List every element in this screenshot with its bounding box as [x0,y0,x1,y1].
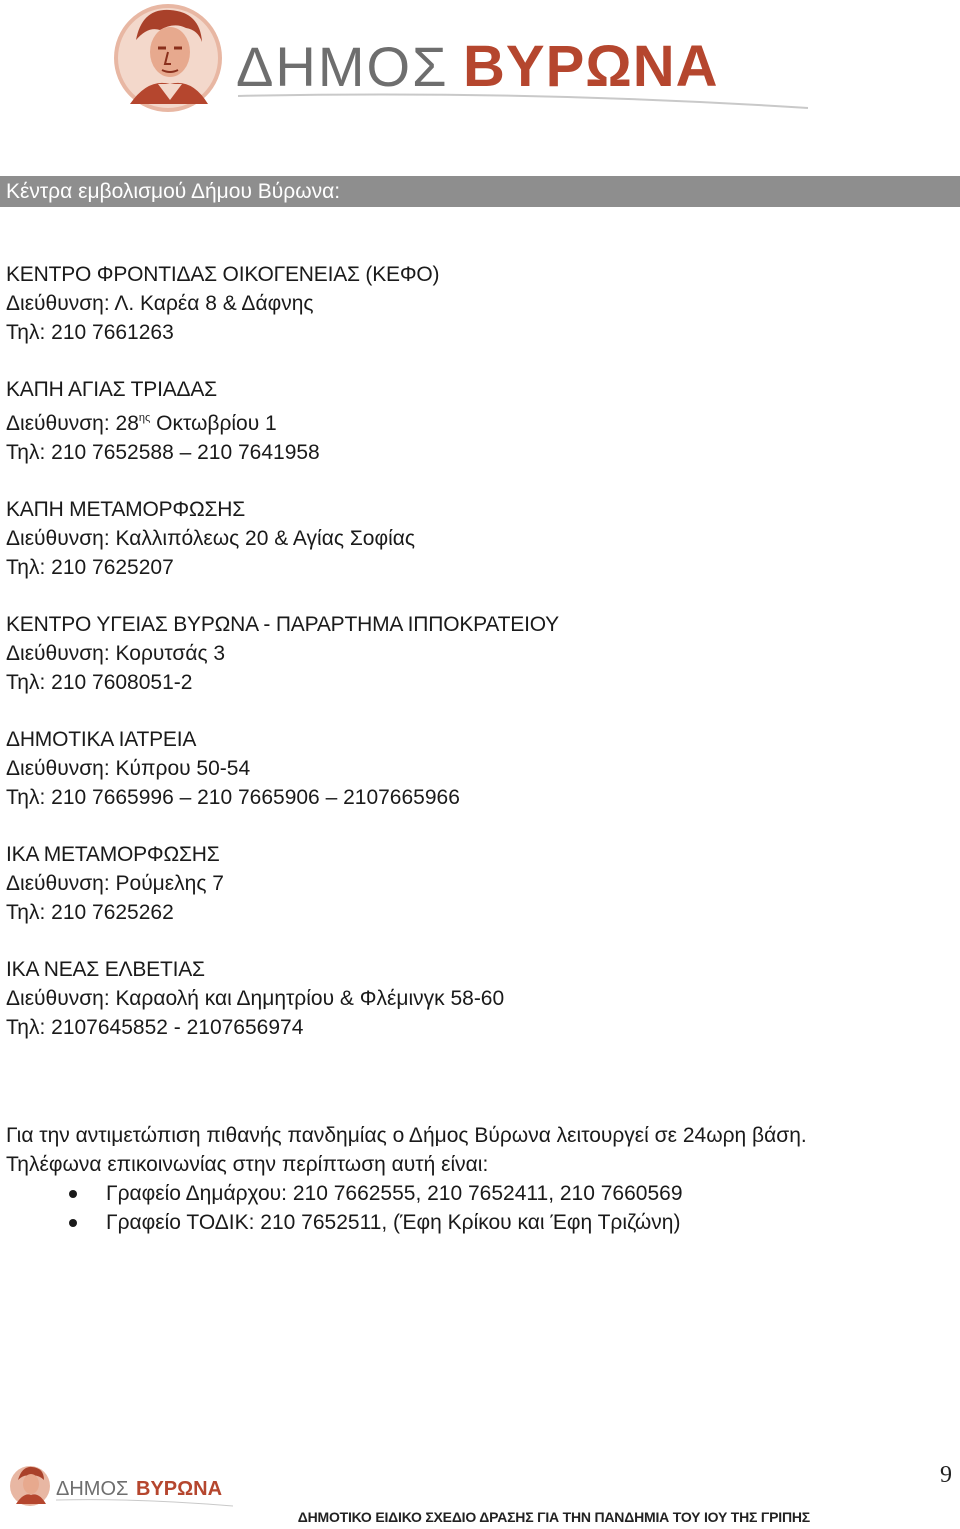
center-item [6,260,946,347]
center-address: Διεύθυνση: Κύπρου 50-54 [6,757,251,780]
center-phone: Τηλ: 2107645852 - 2107656974 [6,1016,304,1039]
center-name: ΚΕΝΤΡΟ ΦΡΟΝΤΙΔΑΣ ΟΙΚΟΓΕΝΕΙΑΣ (ΚΕΦΟ) [6,263,440,286]
center-address: Διεύθυνση: Καραολή και Δημητρίου & Φλέμινγκ 58-60 [6,987,505,1010]
center-item [6,840,946,927]
address-suffix: Οκτωβρίου 1 [150,412,277,435]
contact-item [6,1208,956,1237]
center-phone: Τηλ: 210 7665996 – 210 7665906 – 2107665966 [6,786,460,809]
center-item [6,610,946,697]
logo-text-dimos: ΔΗΜΟΣ [236,35,449,98]
center-item [6,725,946,812]
emergency-note [6,1121,956,1237]
vaccination-centers-list [6,260,946,1070]
section-header-bar [0,176,960,207]
logo-text-vyrona: ΒΥΡΩΝΑ [463,34,719,99]
center-item [6,375,946,467]
address-prefix: Διεύθυνση: 28 [6,412,139,435]
center-item [6,955,946,1042]
center-address [6,404,946,438]
center-name: ΙΚΑ ΝΕΑΣ ΕΛΒΕΤΙΑΣ [6,958,205,981]
center-address: Διεύθυνση: Ρούμελης 7 [6,872,224,895]
footer-logo [8,1462,238,1510]
contact-text: Γραφείο ΤΟΔΙΚ: 210 7652511, (Έφη Κρίκου και Έφη Τριζώνη) [106,1211,681,1234]
contact-list [6,1179,956,1237]
center-name: ΔΗΜΟΤΙΚΑ ΙΑΤΡΕΙΑ [6,728,197,751]
center-phone: Τηλ: 210 7661263 [6,321,174,344]
center-phone: Τηλ: 210 7625207 [6,556,174,579]
portrait-emblem-icon [114,4,222,112]
note-line-2: Τηλέφωνα επικοινωνίας στην περίπτωση αυτή είναι: [6,1153,489,1176]
center-name: ΚΑΠΗ ΑΓΙΑΣ ΤΡΙΑΔΑΣ [6,378,217,401]
bullet-icon [69,1219,77,1227]
footer-logo-text-vyrona: ΒΥΡΩΝΑ [136,1478,223,1500]
center-name: ΚΕΝΤΡΟ ΥΓΕΙΑΣ ΒΥΡΩΝΑ - ΠΑΡΑΡΤΗΜΑ ΙΠΠΟΚΡΑΤΕΙΟΥ [6,613,559,636]
portrait-emblem-icon [10,1466,50,1506]
page-number: 9 [940,1462,952,1488]
center-phone: Τηλ: 210 7652588 – 210 7641958 [6,441,320,464]
center-address: Διεύθυνση: Λ. Καρέα 8 & Δάφνης [6,292,314,315]
municipality-logo [108,0,828,120]
footer-document-title: ΔΗΜΟΤΙΚΟ ΕΙΔΙΚΟ ΣΧΕΔΙΟ ΔΡΑΣΗΣ ΓΙΑ ΤΗΝ ΠΑΝΔΗΜΙΑ ΤΟΥ ΙΟΥ ΤΗΣ ΓΡΙΠΗΣ [297,1509,810,1525]
bullet-icon [69,1190,77,1198]
section-title: Κέντρα εμβολισμού Δήμου Βύρωνα: [6,180,341,203]
contact-text: Γραφείο Δημάρχου: 210 7662555, 210 7652411, 210 7660569 [106,1182,683,1205]
note-line-1: Για την αντιμετώπιση πιθανής πανδημίας ο Δήμος Βύρωνα λειτουργεί σε 24ωρη βάση. [6,1124,807,1147]
center-address: Διεύθυνση: Καλλιπόλεως 20 & Αγίας Σοφίας [6,527,416,550]
center-item [6,495,946,582]
center-phone: Τηλ: 210 7608051-2 [6,671,193,694]
address-superscript: ης [138,412,151,424]
center-name: ΚΑΠΗ ΜΕΤΑΜΟΡΦΩΣΗΣ [6,498,245,521]
contact-item [6,1179,956,1208]
center-address: Διεύθυνση: Κορυτσάς 3 [6,642,226,665]
footer-logo-text-dimos: ΔΗΜΟΣ [56,1478,129,1500]
center-name: ΙΚΑ ΜΕΤΑΜΟΡΦΩΣΗΣ [6,843,220,866]
center-phone: Τηλ: 210 7625262 [6,901,174,924]
